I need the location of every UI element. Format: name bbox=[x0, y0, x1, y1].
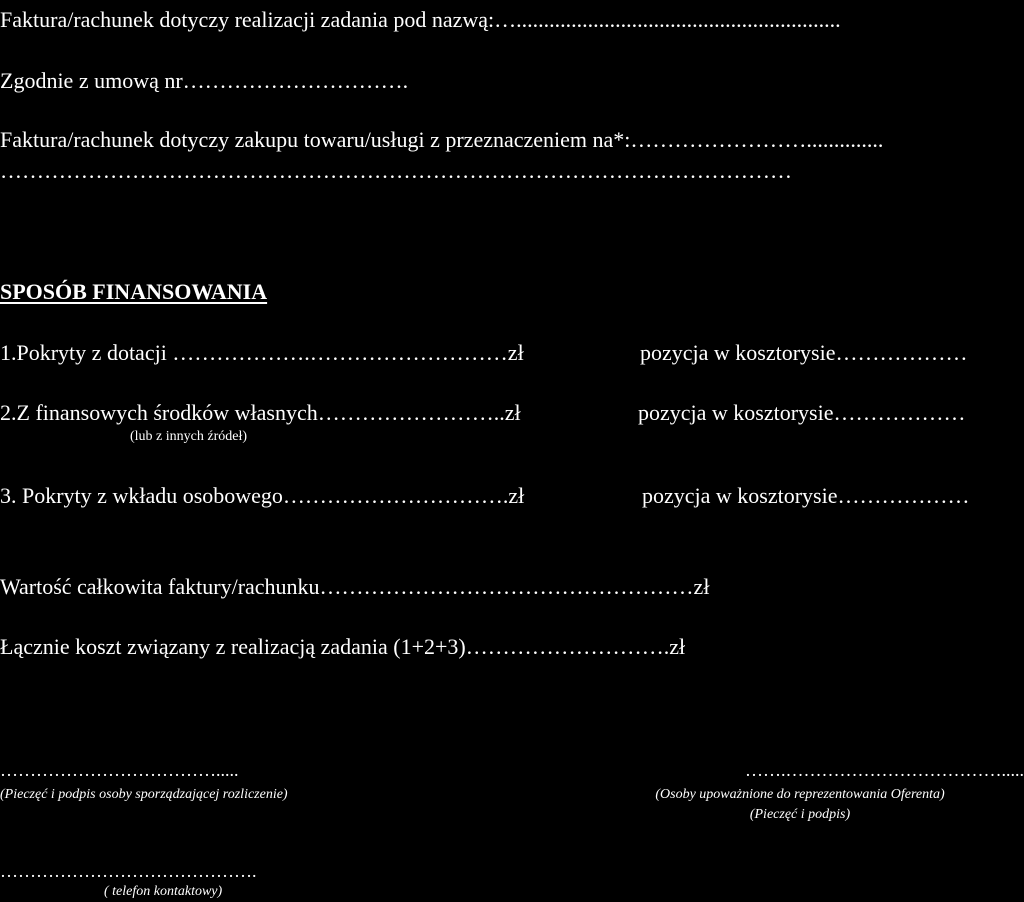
right-signature-dots: …….………………………………..... bbox=[745, 760, 1024, 780]
contract-line: Zgodnie z umową nr…………………………. bbox=[0, 68, 409, 93]
phone-caption: ( telefon kontaktowy) bbox=[104, 884, 223, 899]
invoice-total-line: Wartość całkowita faktury/rachunku……………………………………………zł bbox=[0, 574, 710, 599]
financing-item-1-position: pozycja w kosztorysie……………… bbox=[640, 340, 968, 365]
phone-dots: ……………………………………. bbox=[0, 861, 257, 881]
total-cost-line: Łącznie koszt związany z realizacją zadania (1+2+3)……………………….zł bbox=[0, 634, 686, 659]
purpose-continuation-line: ……………………………………………………………………………………………… bbox=[0, 158, 792, 183]
purpose-line: Faktura/rachunek dotyczy zakupu towaru/usługi z przeznaczeniem na*:…………………….............. bbox=[0, 127, 884, 152]
left-signature-dots: ………………………………..... bbox=[0, 760, 239, 780]
right-signature-caption-2: (Pieczęć i podpis) bbox=[749, 807, 851, 822]
financing-item-3-label: 3. Pokryty z wkładu osobowego………………………….zł bbox=[0, 483, 525, 508]
task-name-line: Faktura/rachunek dotyczy realizacji zadania pod nazwą:…........................................................... bbox=[0, 7, 841, 32]
financing-heading: SPOSÓB FINANSOWANIA bbox=[0, 279, 268, 304]
financing-item-2-note: (lub z innych źródeł) bbox=[130, 429, 248, 444]
right-signature-caption-1: (Osoby upoważnione do reprezentowania Oferenta) bbox=[655, 787, 945, 802]
financing-item-1-label: 1.Pokryty z dotacji ……………….………………………zł bbox=[0, 340, 524, 365]
financing-item-3-position: pozycja w kosztorysie……………… bbox=[642, 483, 970, 508]
left-signature-caption: (Pieczęć i podpis osoby sporządzającej rozliczenie) bbox=[0, 787, 288, 802]
financing-item-2-label: 2.Z finansowych środków własnych……………………..zł bbox=[0, 400, 521, 425]
financing-item-2-position: pozycja w kosztorysie……………… bbox=[638, 400, 966, 425]
